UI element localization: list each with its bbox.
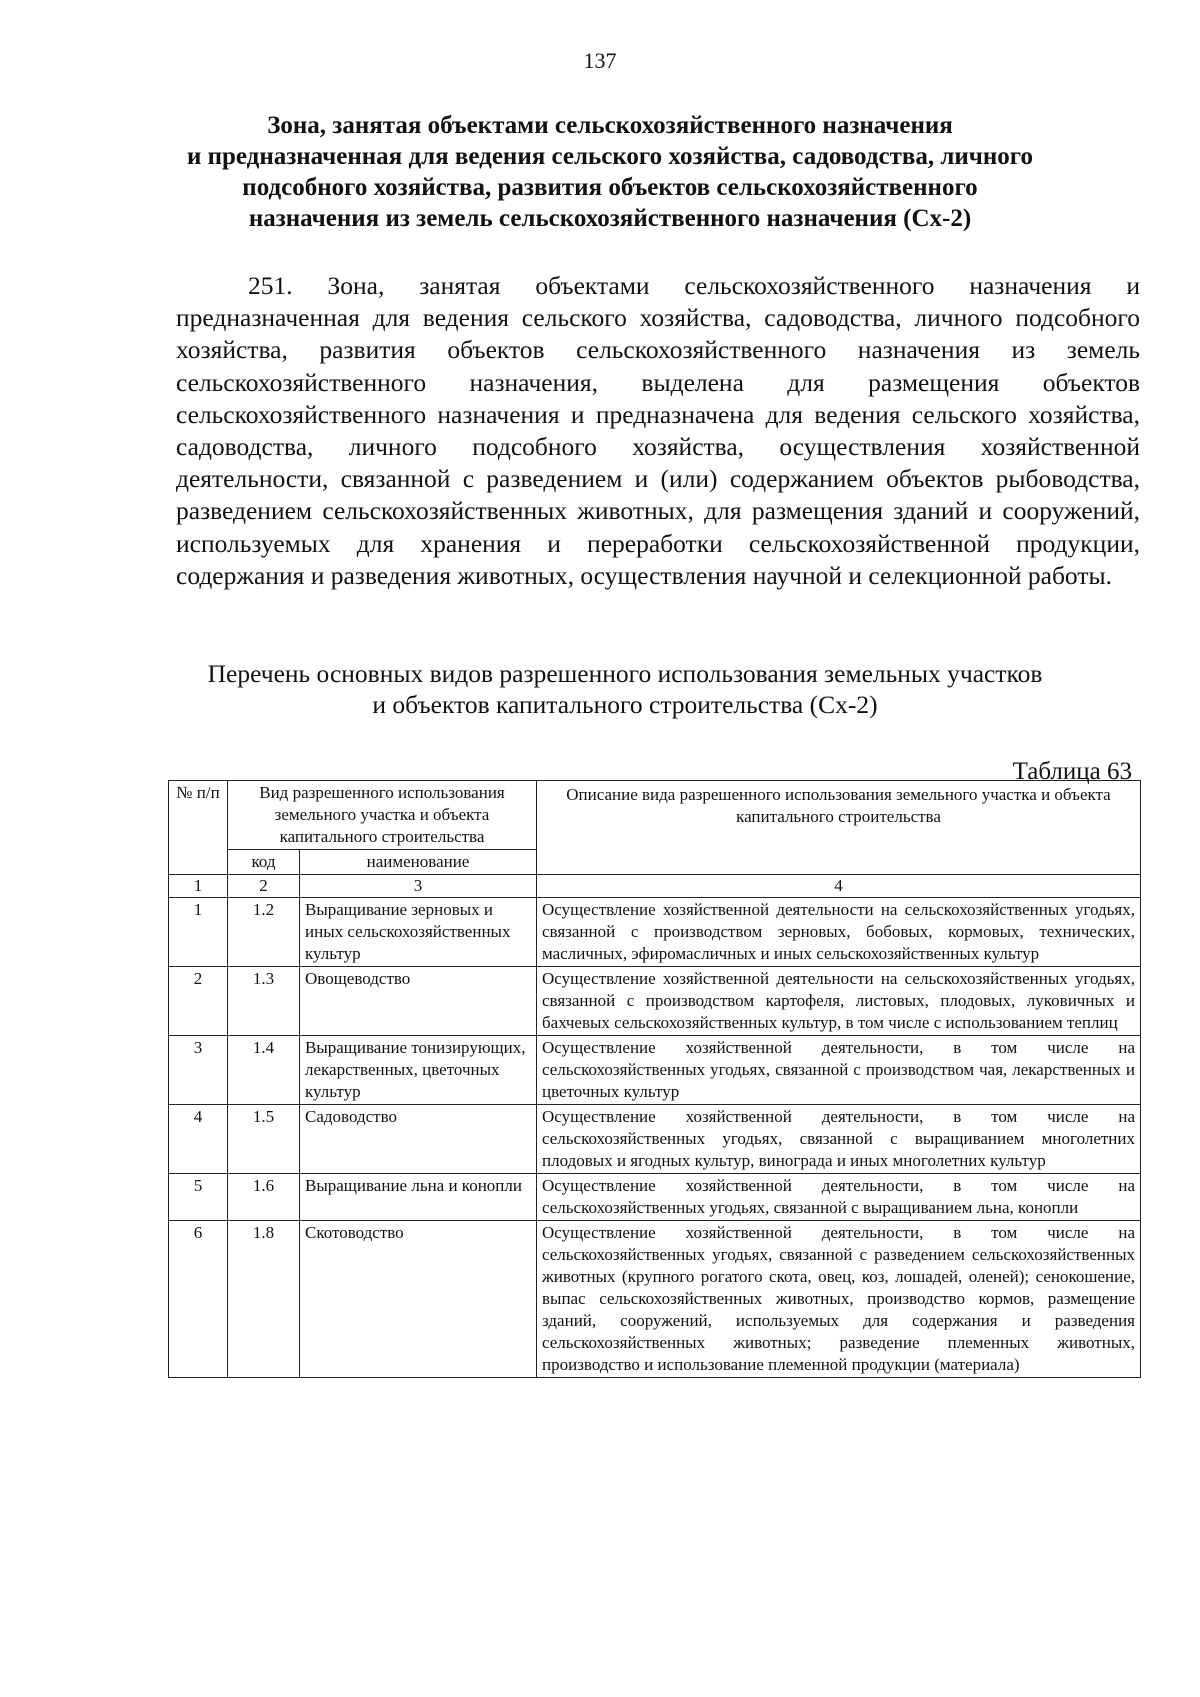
row-number: 2 — [169, 967, 228, 1036]
zone-description-paragraph: 251. Зона, занятая объектами сельскохозяйственного назначения и предназначенная для ведения сельского хозяйства, садоводства, личного подсобного хозяйства, развития объектов сельскохозяйственного назначения из земель сельскохозяйственного назначения, выделена для размещения объектов сельскохозяйственного назначения и предназначена для ведения сельского хозяйства, садоводства, личного подсобного хозяйства, осуществления хозяйственной деятельности, связанной с разведением и (или) содержанием объектов рыбоводства, разведением сельскохозяйственных животных, для размещения зданий и сооружений, используемых для хранения и переработки сельскохозяйственной продукции, содержания и разведения животных, осуществления научной и селекционной работы. — [176, 271, 1140, 590]
row-number: 5 — [169, 1174, 228, 1221]
row-name: Выращивание зерновых и иных сельскохозяйственных культур — [300, 898, 537, 967]
table-row — [169, 1036, 1141, 1105]
table-row — [169, 1174, 1141, 1221]
list-title — [120, 658, 1130, 720]
row-number: 1 — [169, 898, 228, 967]
row-number: 6 — [169, 1221, 228, 1378]
table-row — [169, 967, 1141, 1036]
list-title-line: Перечень основных видов разрешенного использования земельных участков — [207, 659, 1043, 688]
column-number: 4 — [537, 875, 1141, 898]
column-number: 2 — [228, 875, 300, 898]
row-description: Осуществление хозяйственной деятельности, в том числе на сельскохозяйственных угодьях, связанной с разведением сельскохозяйственных животных (крупного рогатого скота, овец, коз, лошадей, оленей); сенокошение, выпас сельскохозяйственных животных, производство кормов, размещение зданий, сооружений, используемых для содержания и разведения сельскохозяйственных животных; разведение племенных животных, производство и использование племенной продукции (материала) — [537, 1221, 1141, 1378]
column-number: 1 — [169, 875, 228, 898]
row-description: Осуществление хозяйственной деятельности на сельскохозяйственных угодьях, связанной с производством картофеля, листовых, плодовых, луковичных и бахчевых сельскохозяйственных культур, в том числе с использованием теплиц — [537, 967, 1141, 1036]
zone-title-line: подсобного хозяйства, развития объектов сельскохозяйственного — [242, 174, 978, 201]
row-name: Садоводство — [300, 1105, 537, 1174]
header-num: № п/п — [169, 781, 228, 875]
row-code: 1.2 — [228, 898, 300, 967]
row-number: 3 — [169, 1036, 228, 1105]
row-code: 1.4 — [228, 1036, 300, 1105]
row-description: Осуществление хозяйственной деятельности на сельскохозяйственных угодьях, связанной с производством зерновых, бобовых, кормовых, технических, масличных, эфиромасличных и иных сельскохозяйственных культур — [537, 898, 1141, 967]
table-row — [169, 1105, 1141, 1174]
table-caption: Таблица 63 — [1012, 758, 1132, 785]
row-code: 1.6 — [228, 1174, 300, 1221]
column-number: 3 — [300, 875, 537, 898]
header-name: наименование — [300, 850, 537, 875]
row-code: 1.5 — [228, 1105, 300, 1174]
row-name: Выращивание льна и конопли — [300, 1174, 537, 1221]
row-description: Осуществление хозяйственной деятельности, в том числе на сельскохозяйственных угодьях, связанной с производством чая, лекарственных и цветочных культур — [537, 1036, 1141, 1105]
row-name: Овощеводство — [300, 967, 537, 1036]
zone-title-line: назначения из земель сельскохозяйственного назначения (Сх-2) — [248, 205, 972, 232]
row-description: Осуществление хозяйственной деятельности, в том числе на сельскохозяйственных угодьях, связанной с выращиванием многолетних плодовых и ягодных культур, винограда и иных многолетних культур — [537, 1105, 1141, 1174]
row-name: Выращивание тонизирующих, лекарственных, цветочных культур — [300, 1036, 537, 1105]
row-description: Осуществление хозяйственной деятельности, в том числе на сельскохозяйственных угодьях, связанной с выращиванием льна, конопли — [537, 1174, 1141, 1221]
zone-title-line: Зона, занятая объектами сельскохозяйственного назначения — [267, 112, 953, 139]
page-number: 137 — [583, 48, 617, 73]
table-row — [169, 898, 1141, 967]
row-number: 4 — [169, 1105, 228, 1174]
header-code: код — [228, 850, 300, 875]
header-description: Описание вида разрешенного использования земельного участка и объекта капитального строительства — [537, 781, 1141, 875]
row-name: Скотоводство — [300, 1221, 537, 1378]
row-code: 1.8 — [228, 1221, 300, 1378]
zone-title — [120, 110, 1100, 234]
list-title-line: и объектов капитального строительства (Сх-2) — [372, 690, 878, 719]
row-code: 1.3 — [228, 967, 300, 1036]
permitted-use-table — [168, 780, 1141, 1378]
header-kind: Вид разрешенного использования земельного участка и объекта капитального строительства — [228, 781, 537, 850]
table-row — [169, 1221, 1141, 1378]
zone-title-line: и предназначенная для ведения сельского хозяйства, садоводства, личного — [186, 143, 1034, 170]
